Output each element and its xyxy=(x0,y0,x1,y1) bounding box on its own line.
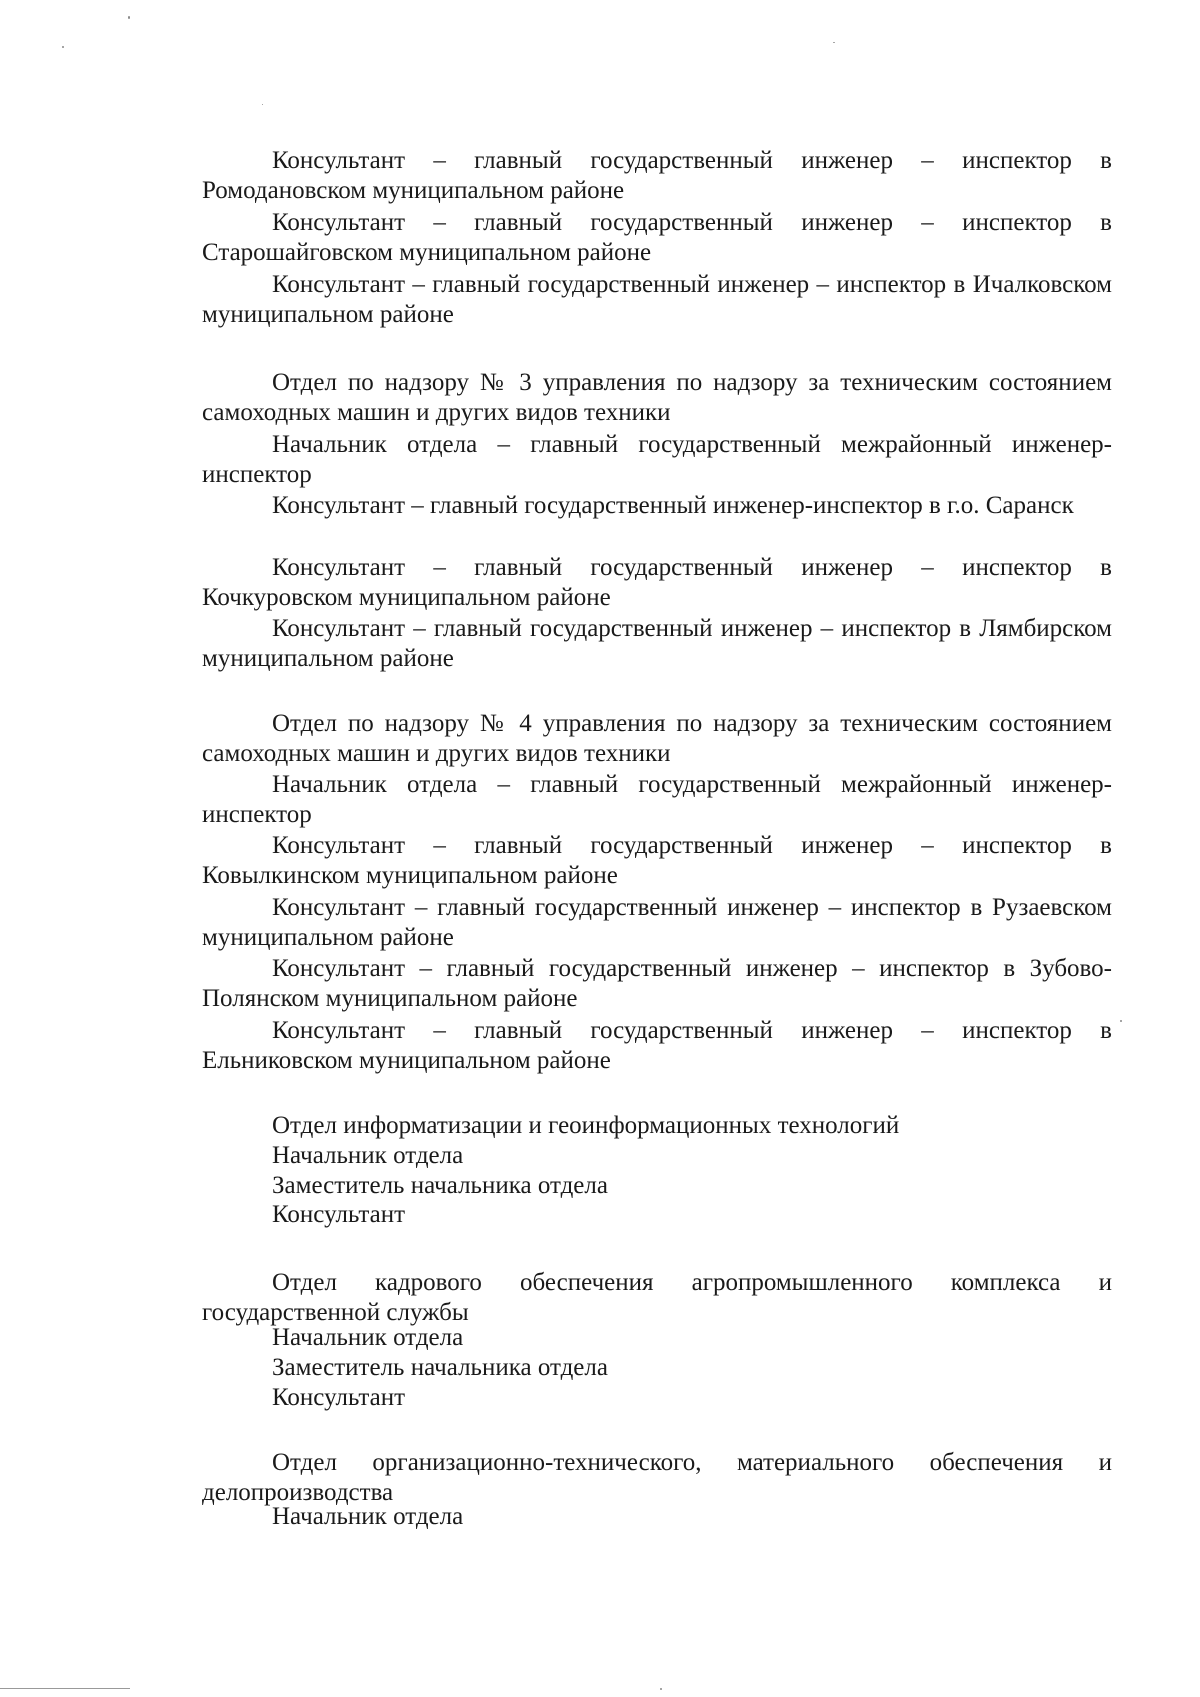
position-paragraph: Консультант – главный государственный инженер – инспектор в Лямбирском муниципальном районе xyxy=(202,615,1112,672)
position-line: Консультант xyxy=(272,1201,406,1228)
position-paragraph: Консультант – главный государственный инженер – инспектор в Ичалковском муниципальном районе xyxy=(202,271,1112,328)
position-line: Консультант xyxy=(272,1384,406,1411)
department-heading: Отдел информатизации и геоинформационных технологий xyxy=(272,1112,900,1139)
position-paragraph: Начальник отдела – главный государственный межрайонный инженер-инспектор xyxy=(202,771,1112,828)
position-paragraph: Консультант – главный государственный инженер – инспектор в Кочкуровском муниципальном районе xyxy=(202,554,1112,611)
position-paragraph: Консультант – главный государственный инженер – инспектор в Ромодановском муниципальном районе xyxy=(202,147,1112,204)
position-paragraph: Начальник отдела – главный государственный межрайонный инженер-инспектор xyxy=(202,431,1112,488)
position-paragraph: Консультант – главный государственный инженер – инспектор в Рузаевском муниципальном районе xyxy=(202,894,1112,951)
scan-speck xyxy=(62,46,64,48)
department-heading: Отдел организационно-технического, материального обеспечения и делопроизводства xyxy=(202,1449,1112,1506)
department-heading: Отдел по надзору № 4 управления по надзору за техническим состоянием самоходных машин и других видов техники xyxy=(202,710,1112,767)
position-line: Заместитель начальника отдела xyxy=(272,1354,608,1381)
position-paragraph: Консультант – главный государственный инженер – инспектор в Ельниковском муниципальном районе xyxy=(202,1017,1112,1074)
position-paragraph: Консультант – главный государственный инженер – инспектор в Ковылкинском муниципальном районе xyxy=(202,832,1112,889)
position-line: Заместитель начальника отдела xyxy=(272,1172,608,1199)
scan-edge-line xyxy=(0,1688,130,1689)
scan-speck xyxy=(128,16,130,19)
department-heading: Отдел кадрового обеспечения агропромышленного комплекса и государственной службы xyxy=(202,1269,1112,1326)
scan-speck xyxy=(660,1688,662,1690)
scan-speck xyxy=(1120,1020,1122,1022)
position-paragraph: Консультант – главный государственный инженер – инспектор в Зубово-Полянском муниципальном районе xyxy=(202,955,1112,1012)
position-line: Начальник отдела xyxy=(272,1142,464,1169)
scan-speck xyxy=(262,104,263,105)
department-heading: Отдел по надзору № 3 управления по надзору за техническим состоянием самоходных машин и других видов техники xyxy=(202,369,1112,426)
scan-speck xyxy=(833,42,835,43)
position-paragraph: Консультант – главный государственный инженер-инспектор в г.о. Саранск xyxy=(272,492,1074,519)
position-line: Начальник отдела xyxy=(272,1324,464,1351)
position-paragraph: Консультант – главный государственный инженер – инспектор в Старошайговском муниципальном районе xyxy=(202,209,1112,266)
position-line: Начальник отдела xyxy=(272,1503,464,1530)
